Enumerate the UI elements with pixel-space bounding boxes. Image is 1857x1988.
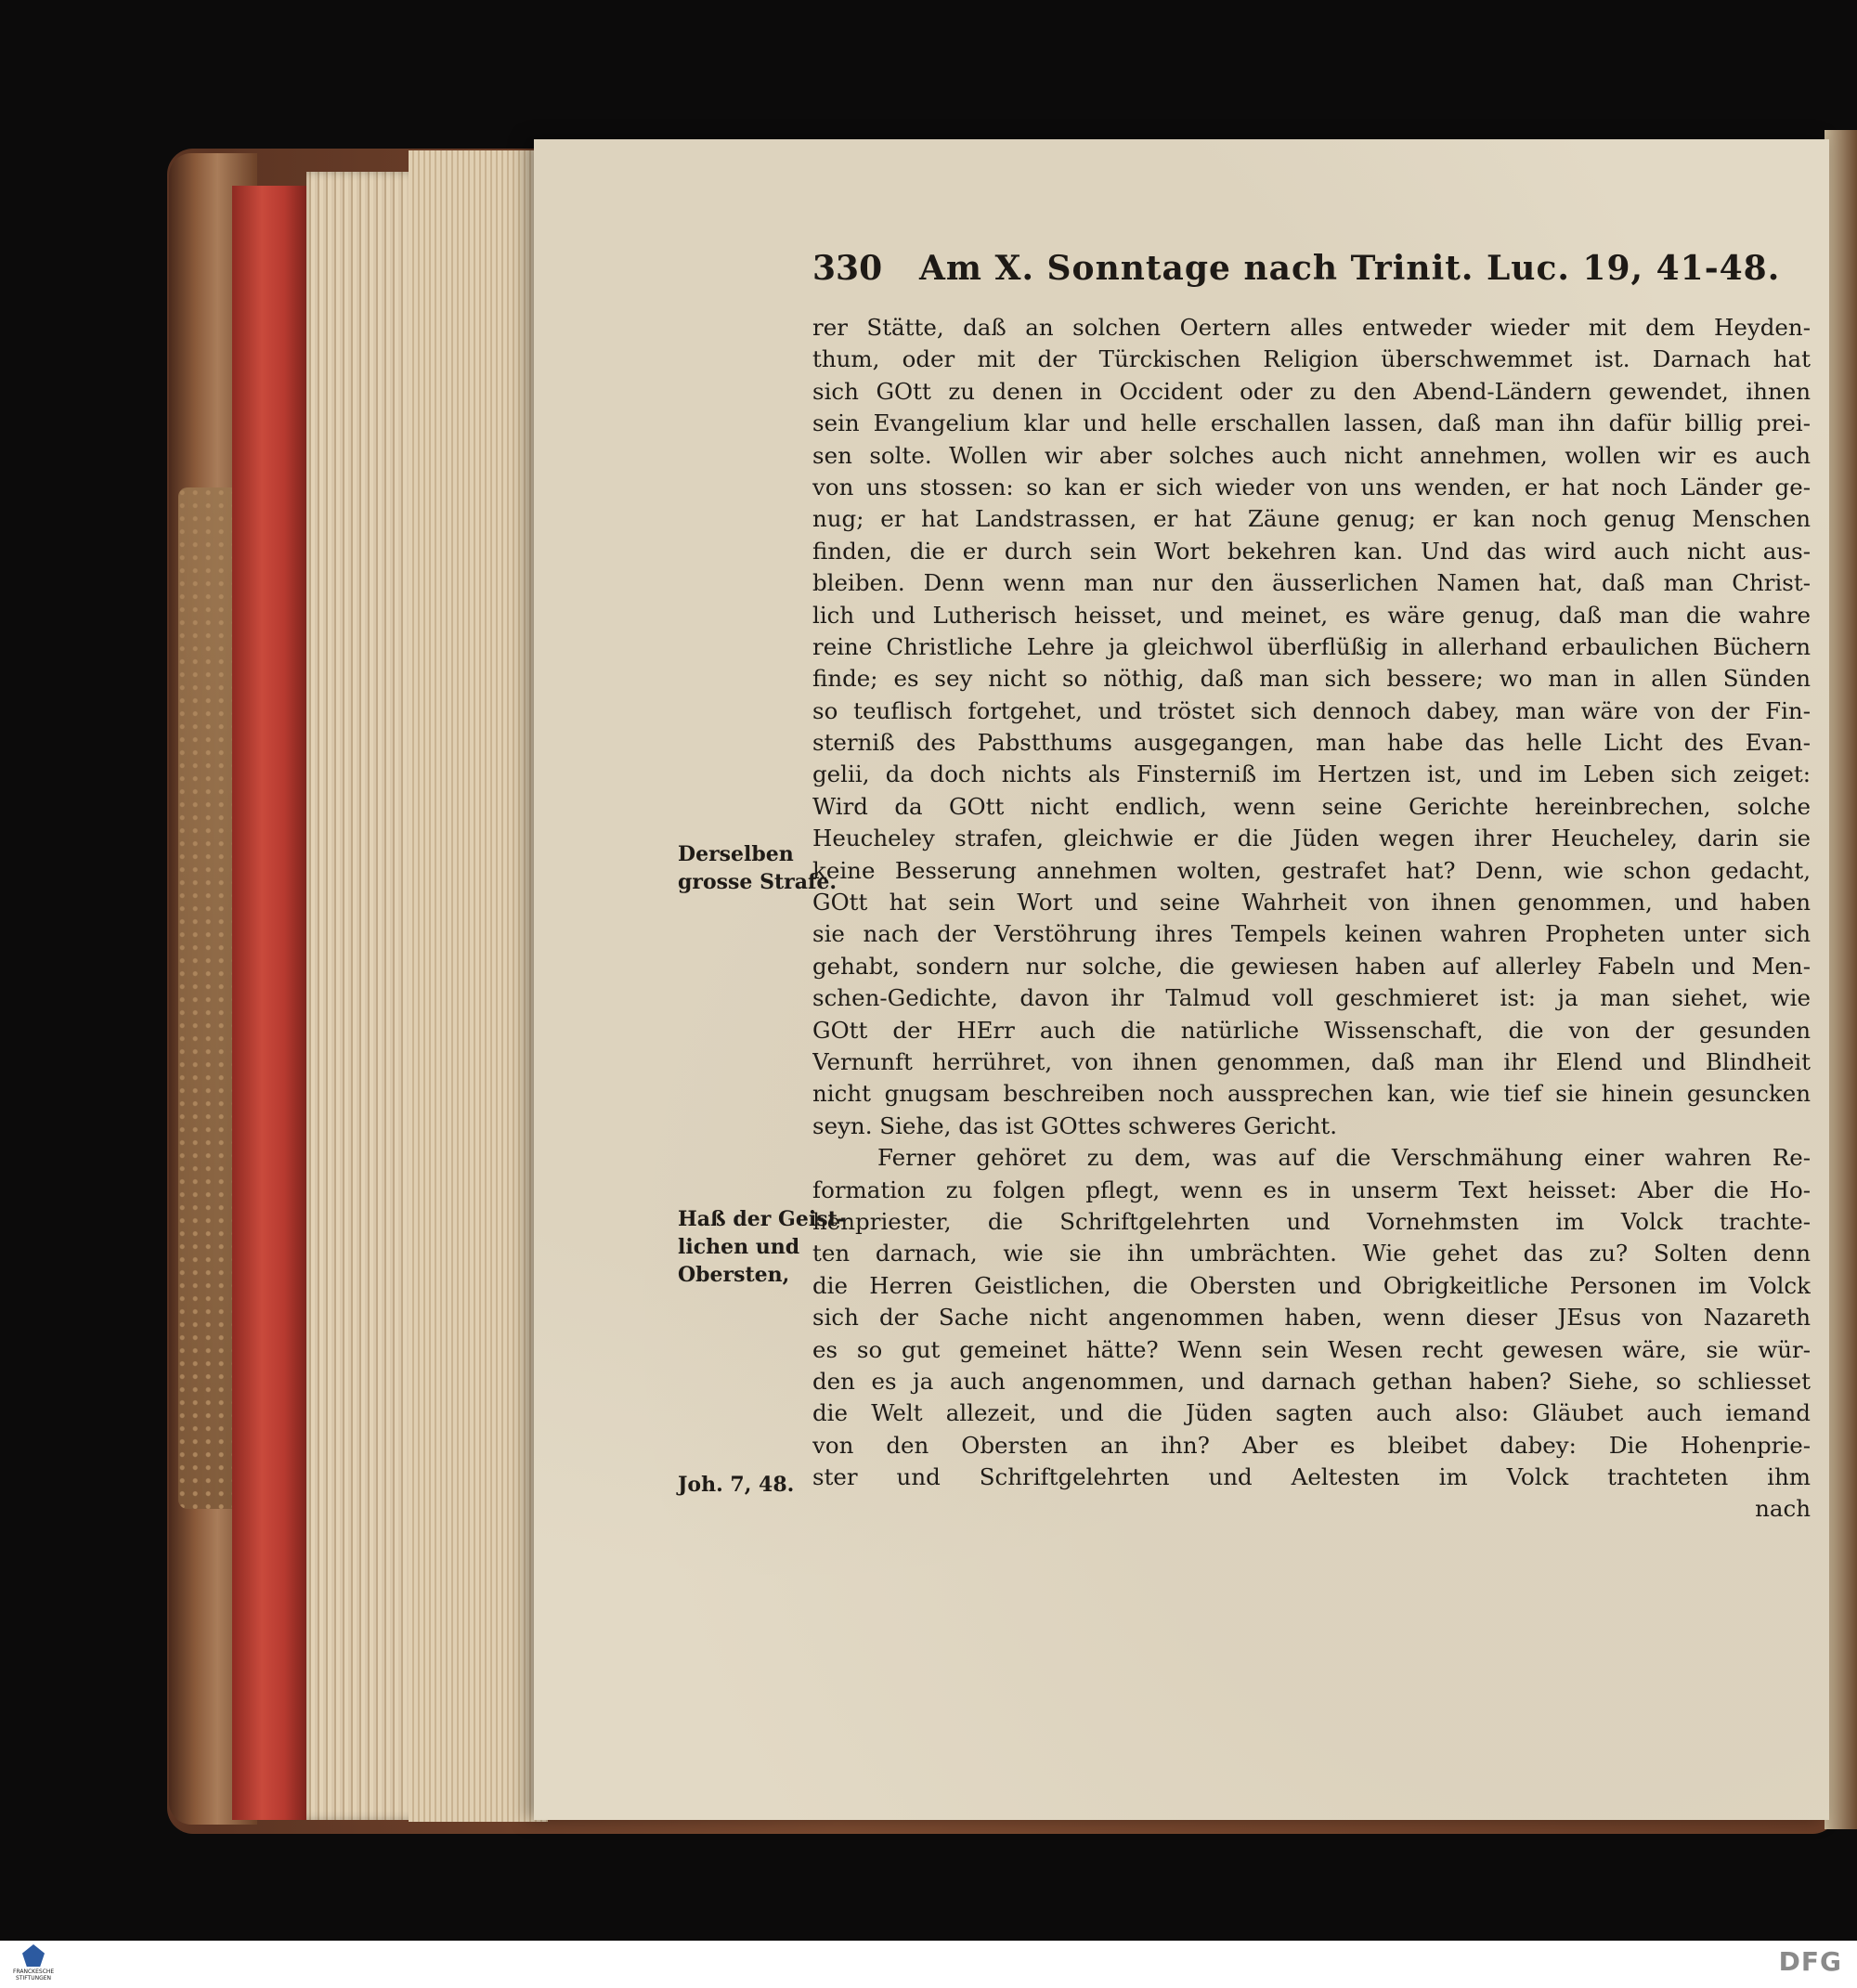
margin-note-line: lichen und: [678, 1235, 800, 1259]
text-line: lich und Lutherisch heisset, und meinet, es wäre genug, daß man die wahre: [812, 601, 1811, 629]
text-line: reine Christliche Lehre ja gleichwol überflüßig in allerhand erbaulichen Büchern: [812, 632, 1811, 660]
margin-note-line: Haß der Geist-: [678, 1207, 846, 1231]
text-line: von den Obersten an ihn? Aber es bleibet dabey: Die Hohenprie-: [812, 1431, 1811, 1459]
margin-note-line: Derselben: [678, 842, 794, 866]
text-line: die Welt allezeit, und die Jüden sagten auch also: Gläubet auch iemand: [812, 1399, 1811, 1427]
text-line: gehabt, sondern nur solche, die gewiesen haben auf allerley Fabeln und Men-: [812, 952, 1811, 980]
footer-bar: [0, 1941, 1857, 1988]
text-line: formation zu folgen pflegt, wenn es in unserm Text heisset: Aber die Ho-: [812, 1176, 1811, 1203]
text-line: gelii, da doch nichts als Finsterniß im Hertzen ist, und im Leben sich zeiget:: [812, 760, 1811, 788]
text-line: finden, die er durch sein Wort bekehren kan. Und das wird auch nicht aus-: [812, 537, 1811, 565]
body-text: [812, 312, 1811, 1526]
logo-mark-icon: [22, 1944, 45, 1967]
text-line: von uns stossen: so kan er sich wieder von uns wenden, er hat noch Länder ge-: [812, 473, 1811, 500]
red-page-edge: [232, 186, 306, 1820]
text-line: sich der Sache nicht angenommen haben, wenn dieser JEsus von Nazareth: [812, 1304, 1811, 1332]
text-line: es so gut gemeinet hätte? Wenn sein Wesen recht gewesen wäre, sie wür-: [812, 1335, 1811, 1363]
dfg-logo: DFG: [1778, 1946, 1842, 1977]
text-line: schen-Gedichte, davon ihr Talmud voll geschmieret ist: ja man siehet, wie: [812, 984, 1811, 1012]
running-head: Am X. Sonntage nach Trinit. Luc. 19, 41-48.: [919, 249, 1781, 288]
text-line: sein Evangelium klar und helle erschallen lassen, daß man ihn dafür billig prei-: [812, 409, 1811, 437]
text-line: henpriester, die Schriftgelehrten und Vornehmsten im Volck trachte-: [812, 1207, 1811, 1235]
logo-text: FRANCKESCHE STIFTUNGEN: [13, 1969, 55, 1982]
text-line: ten darnach, wie sie ihn umbrächten. Wie gehet das zu? Solten denn: [812, 1240, 1811, 1267]
page-stack-inner: [409, 150, 548, 1822]
margin-note-line: grosse Strafe.: [678, 870, 838, 894]
text-line: keine Besserung annehmen wolten, gestrafet hat? Denn, wie schon gedacht,: [812, 856, 1811, 884]
text-line: GOtt der HErr auch die natürliche Wissenschaft, die von der gesunden: [812, 1016, 1811, 1044]
text-line: sen solte. Wollen wir aber solches auch nicht annehmen, wollen wir es auch: [812, 441, 1811, 469]
text-line: finde; es sey nicht so nöthig, daß man sich bessere; wo man in allen Sünden: [812, 665, 1811, 693]
text-line: sie nach der Verstöhrung ihres Tempels keinen wahren Propheten unter sich: [812, 920, 1811, 948]
text-line: so teuflisch fortgehet, und tröstet sich dennoch dabey, man wäre von der Fin-: [812, 696, 1811, 724]
text-line: ster und Schriftgelehrten und Aeltesten im Volck trachteten ihm: [812, 1463, 1811, 1491]
text-line: seyn. Siehe, das ist GOttes schweres Gericht.: [812, 1111, 1338, 1139]
text-line: Vernunft herrühret, von ihnen genommen, daß man ihr Elend und Blindheit: [812, 1047, 1811, 1075]
institution-logo: [13, 1944, 54, 1983]
book-page: [534, 139, 1829, 1820]
margin-note-line: Joh. 7, 48.: [678, 1473, 795, 1497]
margin-note-joh: [678, 1471, 794, 1499]
text-line: die Herren Geistlichen, die Obersten und Obrigkeitliche Personen im Volck: [812, 1271, 1811, 1299]
page-header: [812, 249, 1797, 305]
text-line: Wird da GOtt nicht endlich, wenn seine Gerichte hereinbrechen, solche: [812, 792, 1811, 820]
margin-note-line: Obersten,: [678, 1263, 790, 1287]
catchword: nach: [1755, 1495, 1811, 1523]
text-line: bleiben. Denn wenn man nur den äusserlichen Namen hat, daß man Christ-: [812, 569, 1811, 597]
text-line: den es ja auch angenommen, und darnach gethan haben? Siehe, so schliesset: [812, 1367, 1811, 1395]
text-line: thum, oder mit der Türckischen Religion überschwemmet ist. Darnach hat: [812, 345, 1811, 373]
text-line: nug; er hat Landstrassen, er hat Zäune genug; er kan noch genug Menschen: [812, 505, 1811, 533]
text-line: sterniß des Pabstthums ausgegangen, man habe das helle Licht des Evan-: [812, 729, 1811, 757]
text-line: GOtt hat sein Wort und seine Wahrheit von ihnen genommen, und haben: [812, 889, 1811, 916]
page-number: 330: [812, 249, 883, 288]
text-line: Ferner gehöret zu dem, was auf die Verschmähung einer wahren Re-: [877, 1144, 1811, 1172]
text-line: rer Stätte, daß an solchen Oertern alles entweder wieder mit dem Heyden-: [812, 314, 1811, 341]
text-line: nicht gnugsam beschreiben noch aussprechen kan, wie tief sie hinein gesuncken: [812, 1080, 1811, 1108]
right-page-edge: [1825, 130, 1857, 1829]
text-line: Heucheley strafen, gleichwie er die Jüden wegen ihrer Heucheley, darin sie: [812, 825, 1811, 852]
text-line: sich GOtt zu denen in Occident oder zu den Abend-Ländern gewendet, ihnen: [812, 377, 1811, 405]
